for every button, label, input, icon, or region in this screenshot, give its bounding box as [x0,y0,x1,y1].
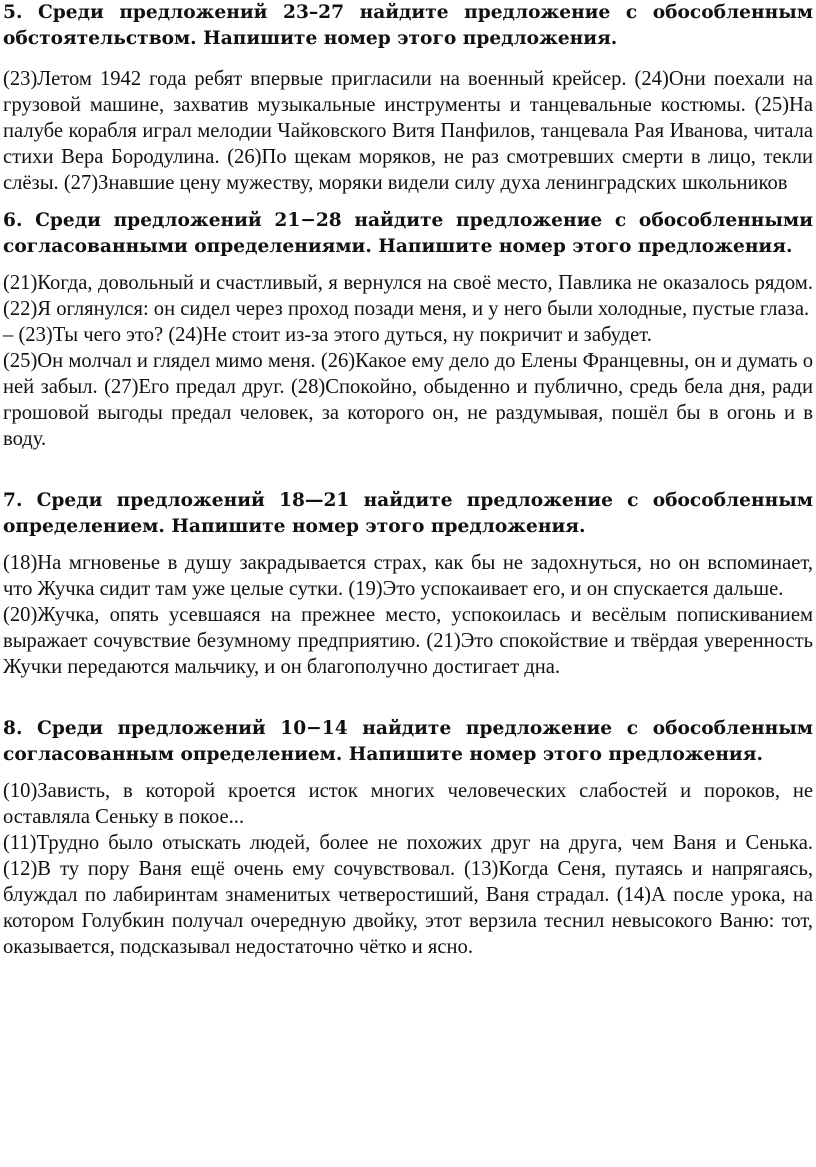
task-8-paragraph-2: (11)Трудно было отыскать людей, более не похожих друг на друга, чем Ваня и Сенька. (12)В ту пору Ваня ещё очень ему сочувствовал. (13)Когда Сеня, путаясь и напрягаясь, блуждал по лабиринтам знаменитых четверостиший, Ваня страдал. (14)А после урока, на котором Голубкин получал очередную двойку, этот верзила теснил невысокого Ваню: тот, оказывается, подсказывал недостаточно чётко и ясно. [3,832,813,958]
task-7 [3,488,813,680]
task-6-question: 6. Среди предложений 21−28 найдите предложение с обособленными согласованными определениями. Напишите номер этого предложения. [3,210,813,257]
task-8-text [3,778,813,960]
task-6-paragraph-2: – (23)Ты чего это? (24)Не стоит из-за этого дуться, ну покричит и забудет. [3,324,652,346]
task-7-paragraph-1: (18)На мгновенье в душу закрадывается страх, как бы не задохнуться, но он вспоминает, что Жучка сидит там уже целые сутки. (19)Это успокаивает его, и он спускается дальше. [3,552,813,600]
task-8 [3,716,813,960]
task-8-question: 8. Среди предложений 10−14 найдите предложение с обособленным согласованным определением. Напишите номер этого предложения. [3,718,813,765]
task-7-paragraph-2: (20)Жучка, опять усевшаяся на прежнее место, успокоилась и весёлым попискиванием выражает сочувствие безумному предприятию. (21)Это спокойствие и твёрдая уверенность Жучки передаются мальчику, и он благополучно достигает дна. [3,604,813,678]
task-8-paragraph-1: (10)Зависть, в которой кроется исток многих человеческих слабостей и пороков, не оставляла Сеньку в покое... [3,780,813,828]
task-5 [3,0,813,196]
task-5-paragraph-1: (23)Летом 1942 года ребят впервые пригласили на военный крейсер. (24)Они поехали на грузовой машине, захватив музыкальные инструменты и танцевальные костюмы. (25)На палубе корабля играл мелодии Чайковского Витя Панфилов, танцевала Рая Иванова, читала стихи Вера Бородулина. (26)По щекам моряков, не раз смотревших смерти в лицо, текли слёзы. (27)Знавшие цену мужеству, моряки видели силу духа ленинградских школьников [3,68,813,194]
task-7-question: 7. Среди предложений 18—21 найдите предложение с обособленным определением. Напишите номер этого предложения. [3,490,813,537]
task-6-paragraph-3: (25)Он молчал и глядел мимо меня. (26)Какое ему дело до Елены Францевны, он и думать о ней забыл. (27)Его предал друг. (28)Спокойно, обыденно и публично, средь бела дня, ради грошовой выгоды предал человек, за которого он, не раздумывая, пошёл бы в огонь и в воду. [3,350,813,450]
task-5-text [3,66,813,196]
task-6 [3,208,813,452]
task-5-question: 5. Среди предложений 23–27 найдите предложение с обособленным обстоятельством. Напишите номер этого предложения. [3,2,813,49]
task-6-paragraph-1: (21)Когда, довольный и счастливый, я вернулся на своё место, Павлика не оказалось рядом. (22)Я оглянулся: он сидел через проход позади меня, и у него были холодные, пустые глаза. [3,272,813,320]
task-6-text [3,270,813,452]
task-7-text [3,550,813,680]
